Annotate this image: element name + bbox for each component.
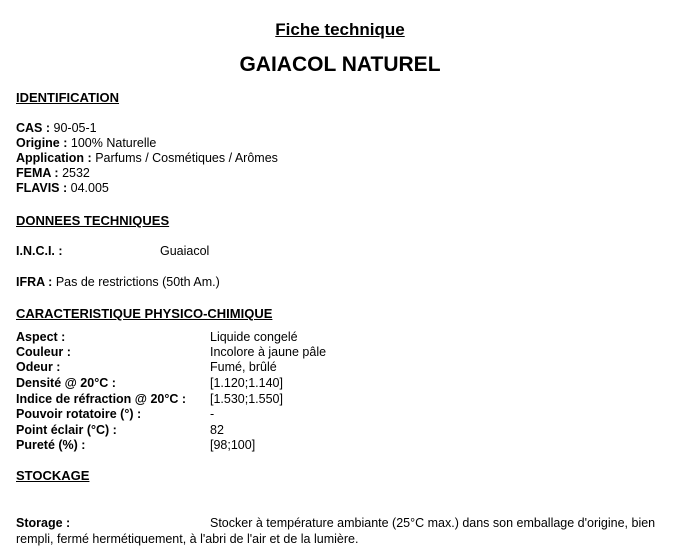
row-value: - [210,407,215,421]
info-row-ifra [16,275,220,289]
row-label: Densité @ 20°C : [16,376,116,390]
row-value: 04.005 [70,181,109,195]
info-row-cas [16,121,97,135]
row-label: Application : [16,151,92,165]
row-value: 82 [210,423,224,437]
info-row-flavis [16,181,109,195]
storage-paragraph [16,515,676,547]
section-heading-stockage: STOCKAGE [16,468,90,483]
product-name: GAIACOL NATUREL [239,53,441,76]
info-row-application [16,151,278,165]
row-label: Origine : [16,136,68,150]
row-label: FEMA : [16,166,59,180]
row-label: Indice de réfraction @ 20°C : [16,392,187,406]
row-label: Couleur : [16,345,71,359]
property-row-odeur [16,360,516,374]
section-heading-identification: IDENTIFICATION [16,90,120,105]
row-value: 100% Naturelle [70,136,157,150]
row-label: Pureté (%) : [16,438,86,452]
row-label: IFRA : [16,275,53,289]
property-row-couleur [16,345,516,359]
row-label: Storage : [16,516,71,530]
row-value: 2532 [62,166,90,180]
row-value: Parfums / Cosmétiques / Arômes [95,151,278,165]
property-row-indice-refraction [16,392,516,406]
section-heading-donnees-techniques: DONNEES TECHNIQUES [16,213,170,228]
row-label: Pouvoir rotatoire (°) : [16,407,142,421]
row-value: [1.530;1.550] [210,392,283,406]
row-value: Stocker à température ambiante (25°C max.) dans son emballage d'origine, bien rempli, fermé hermétiquement, à l'abri de l'air et de la lumière. [16,516,656,546]
row-value: Fumé, brûlé [210,360,277,374]
row-value: Pas de restrictions (50th Am.) [55,275,220,289]
property-row-pouvoir-rotatoire [16,407,516,421]
row-value: Incolore à jaune pâle [210,345,327,359]
row-value: Liquide congelé [210,330,298,344]
info-row-inci [16,244,316,258]
row-label: I.N.C.I. : [16,244,63,258]
property-row-aspect [16,330,516,344]
row-label: Odeur : [16,360,61,374]
property-row-densite [16,376,516,390]
row-value: [98;100] [210,438,256,452]
row-label: Point éclair (°C) : [16,423,117,437]
info-row-origine [16,136,156,150]
property-row-purete [16,438,516,452]
row-label: CAS : [16,121,51,135]
row-label: Aspect : [16,330,66,344]
document-title: Fiche technique [275,20,405,39]
section-heading-physico-chimique: CARACTERISTIQUE PHYSICO-CHIMIQUE [16,306,273,321]
row-value: Guaiacol [160,244,210,258]
row-label: FLAVIS : [16,181,68,195]
row-value: 90-05-1 [53,121,97,135]
row-value: [1.120;1.140] [210,376,283,390]
property-row-point-eclair [16,423,516,437]
info-row-fema [16,166,90,180]
